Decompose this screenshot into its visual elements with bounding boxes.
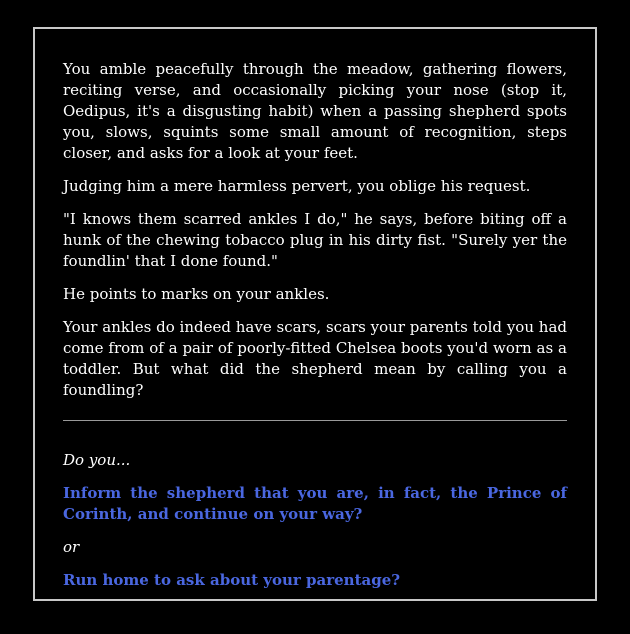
story-paragraph-1: You amble peacefully through the meadow, gathering flowers, reciting verse, and occasionally picking your nose (stop it, Oedipus, it's a disgusting habit) when a passing shepherd spots you, slows, squints some small amount of recognition, steps closer, and asks for a look at your feet. (63, 60, 567, 162)
choice-inform-shepherd-link[interactable]: Inform the shepherd that you are, in fact, the Prince of Corinth, and continue on your way? (63, 484, 567, 523)
choice-run-home-link[interactable]: Run home to ask about your parentage? (63, 571, 401, 589)
story-paragraph-5: Your ankles do indeed have scars, scars your parents told you had come from of a pair of poorly-fitted Chelsea boots you'd worn as a toddler. But what did the shepherd mean by calling you a foundling? (63, 318, 567, 399)
choice-prompt: Do you... (63, 451, 131, 469)
story-content (63, 59, 567, 603)
section-divider (63, 420, 567, 421)
choice-separator: or (63, 538, 80, 556)
story-paragraph-4: He points to marks on your ankles. (63, 285, 330, 303)
story-paragraph-3: "I knows them scarred ankles I do," he says, before biting off a hunk of the chewing tobacco plug in his dirty fist. "Surely yer the foundlin' that I done found." (63, 210, 567, 270)
story-frame (33, 27, 597, 601)
story-paragraph-2: Judging him a mere harmless pervert, you oblige his request. (63, 177, 531, 195)
